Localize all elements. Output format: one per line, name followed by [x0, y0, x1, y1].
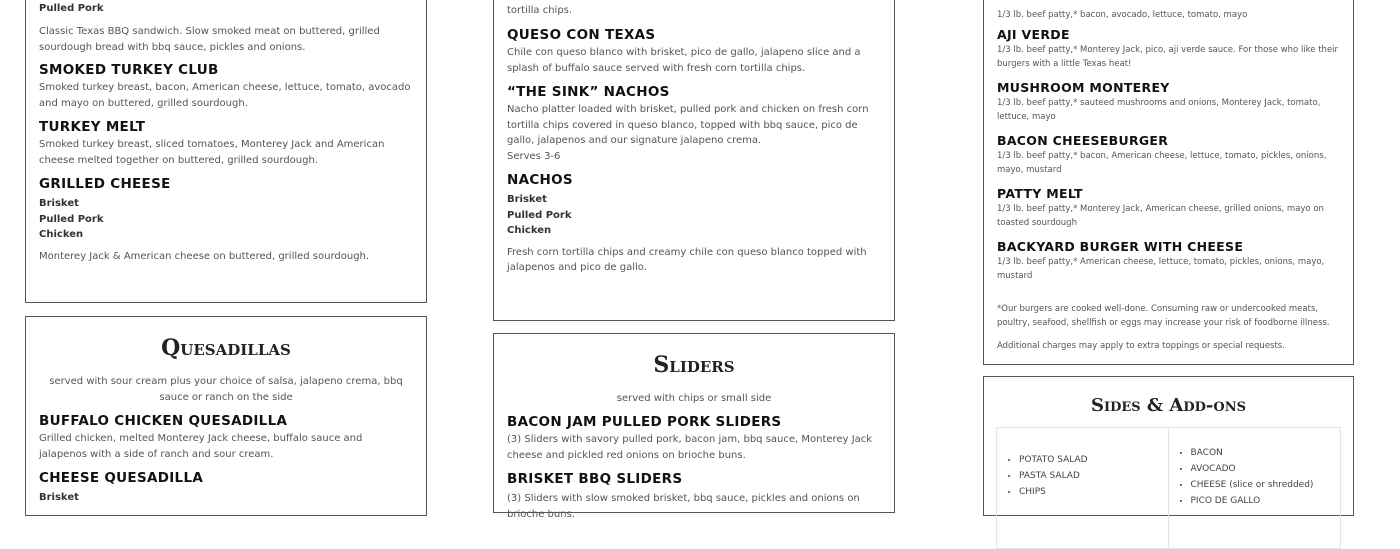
- item-title-turkey-melt: TURKEY MELT: [39, 119, 146, 135]
- sandwiches-card: [25, 0, 427, 303]
- item-title-aji-verde: AJI VERDE: [997, 27, 1070, 42]
- section-title-sliders: Sliders: [653, 352, 735, 378]
- item-title-cheese-quesadilla: CHEESE QUESADILLA: [39, 470, 204, 486]
- item-description: Smoked turkey breast, bacon, American cheese, lettuce, tomato, avocado and mayo on buttered, grilled sourdough.: [39, 82, 411, 109]
- item-description: 1/3 lb. beef patty,* Monterey Jack, American cheese, grilled onions, mayo on toasted sourdough: [997, 204, 1324, 228]
- item-title-buffalo-chicken-quesadilla: BUFFALO CHICKEN QUESADILLA: [39, 413, 288, 429]
- item-description: tortilla chips.: [507, 5, 573, 16]
- item-title-brisket-bbq-sliders: BRISKET BBQ SLIDERS: [507, 471, 683, 487]
- item-description: Grilled chicken, melted Monterey Jack cheese, buffalo sauce and jalapenos with a side of ranch and sour cream.: [39, 433, 363, 460]
- option-pulled-pork: Pulled Pork: [39, 213, 104, 225]
- section-intro: served with chips or small side: [616, 393, 772, 404]
- item-description: (3) Sliders with slow smoked brisket, bbq sauce, pickles and onions on brioche buns.: [507, 493, 860, 520]
- item-title-bacon-jam-pulled-pork-sliders: BACON JAM PULLED PORK SLIDERS: [507, 414, 782, 430]
- item-title-grilled-cheese: GRILLED CHEESE: [39, 176, 171, 192]
- quesadillas-card: [25, 316, 427, 516]
- item-description: 1/3 lb. beef patty,* sauteed mushrooms and onions, Monterey Jack, tomato, lettuce, mayo: [997, 98, 1321, 122]
- cheese-note: (slice or shredded): [1229, 480, 1314, 490]
- option-chicken: Chicken: [507, 225, 552, 236]
- list-item: • POTATO SALAD: [1019, 452, 1168, 468]
- list-item: • CHIPS: [1019, 484, 1168, 500]
- sliders-card: [493, 333, 895, 520]
- item-description: Chile con queso blanco with brisket, pico de gallo, jalapeno slice and a splash of buffalo sauce served with fresh corn tortilla chips.: [507, 47, 861, 74]
- addon-label: CHEESE: [1190, 480, 1227, 490]
- item-description: 1/3 lb. beef patty,* Monterey Jack, pico, aji verde sauce. For those who like their burgers with a little Texas heat!: [997, 45, 1339, 69]
- item-description: 1/3 lb. beef patty,* American cheese, lettuce, tomato, pickles, onions, mayo, mustard: [997, 257, 1325, 281]
- burger-disclaimer: *Our burgers are cooked well-done. Consuming raw or undercooked meats, poultry, seafood, shellfish or eggs may increase your risk of foodborne illness.: [997, 304, 1330, 328]
- item-title-bacon-cheeseburger: BACON CHEESEBURGER: [997, 133, 1169, 148]
- list-item: • PASTA SALAD: [1019, 468, 1168, 484]
- item-description: (3) Sliders with savory pulled pork, bacon jam, bbq sauce, Monterey Jack cheese and pickled red onions on brioche buns.: [507, 434, 873, 461]
- section-title-quesadillas: Quesadillas: [161, 335, 291, 361]
- option-pulled-pork: Pulled Pork: [507, 209, 572, 221]
- item-description: Classic Texas BBQ sandwich. Slow smoked meat on buttered, grilled sourdough bread with bbq sauce, pickles and onions.: [39, 26, 380, 53]
- list-item: [1191, 477, 1341, 493]
- sides-card: [983, 376, 1354, 516]
- item-title-backyard-burger-with-cheese: BACKYARD BURGER WITH CHEESE: [997, 239, 1244, 254]
- item-title-queso-con-texas: QUESO CON TEXAS: [507, 27, 656, 43]
- list-item: • AVOCADO: [1191, 461, 1341, 477]
- item-title-patty-melt: PATTY MELT: [997, 186, 1083, 201]
- option-pulled-pork: Pulled Pork: [39, 3, 104, 14]
- item-description: Smoked turkey breast, sliced tomatoes, Monterey Jack and American cheese melted together on buttered, grilled sourdough.: [39, 139, 385, 166]
- option-brisket: Brisket: [39, 198, 79, 209]
- item-title-smoked-turkey-club: SMOKED TURKEY CLUB: [39, 62, 219, 78]
- item-title-mushroom-monterey: MUSHROOM MONTEREY: [997, 80, 1170, 95]
- section-intro: served with sour cream plus your choice of salsa, jalapeno crema, bbq sauce or ranch on the side: [49, 376, 403, 403]
- item-description: Nacho platter loaded with brisket, pulled pork and chicken on fresh corn tortilla chips covered in queso blanco, topped with bbq sauce, pico de gallo, jalapenos and our signature jalapeno crema.: [507, 104, 869, 146]
- item-description: Fresh corn tortilla chips and creamy chile con queso blanco topped with jalapenos and pico de gallo.: [507, 246, 867, 273]
- nachos-card: [493, 0, 895, 321]
- additional-charges-note: Additional charges may apply to extra toppings or special requests.: [997, 341, 1285, 351]
- item-title-the-sink-nachos: “THE SINK” NACHOS: [507, 84, 670, 100]
- option-brisket: Brisket: [507, 194, 547, 205]
- sides-table: [996, 427, 1341, 549]
- addons-column: [1169, 428, 1341, 548]
- list-item: • PICO DE GALLO: [1191, 493, 1341, 509]
- sides-column: [997, 428, 1169, 548]
- burgers-card: [983, 0, 1354, 365]
- list-item: • BACON: [1191, 445, 1341, 461]
- item-description: Monterey Jack & American cheese on buttered, grilled sourdough.: [39, 250, 370, 262]
- item-description: 1/3 lb. beef patty,* bacon, American cheese, lettuce, tomato, pickles, onions, mayo, mustard: [997, 151, 1327, 175]
- option-chicken: Chicken: [39, 229, 84, 240]
- item-title-nachos: NACHOS: [507, 172, 573, 188]
- option-brisket: Brisket: [39, 492, 79, 503]
- item-description: 1/3 lb. beef patty,* bacon, avocado, lettuce, tomato, mayo: [997, 10, 1248, 20]
- serves-note: Serves 3-6: [507, 150, 561, 162]
- section-title-sides-addons: Sides & Add-ons: [1090, 395, 1246, 416]
